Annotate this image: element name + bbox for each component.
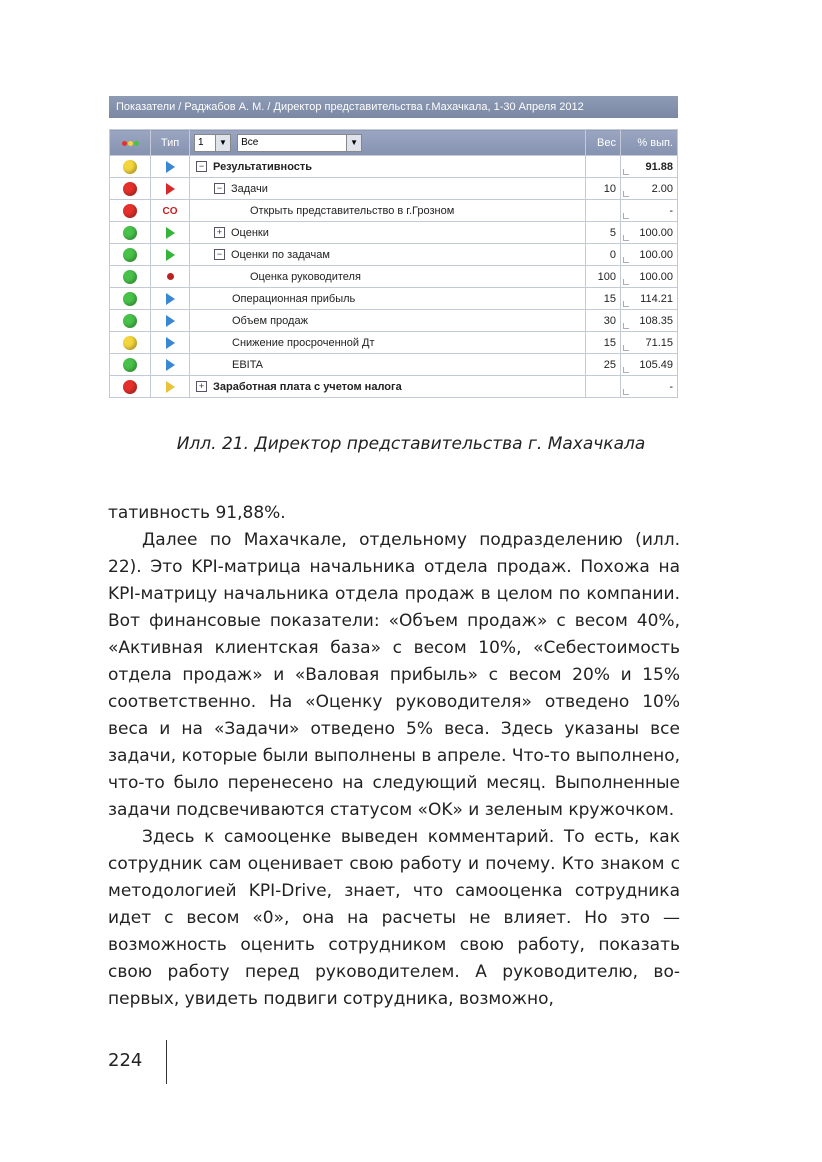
percent-value: 71.15: [645, 336, 673, 349]
indicator-name-cell: [190, 266, 586, 288]
status-dot-icon: [123, 204, 137, 218]
collapse-icon[interactable]: −: [214, 183, 225, 194]
percent-column-header[interactable]: % вып.: [621, 130, 678, 156]
chevron-down-icon: ▼: [215, 135, 230, 151]
table-row[interactable]: [110, 266, 678, 288]
weight-cell: 30: [586, 310, 621, 332]
weight-cell: [586, 200, 621, 222]
status-cell: [110, 310, 151, 332]
indicator-name-cell: [190, 332, 586, 354]
comment-marker-icon: [623, 169, 629, 175]
indicator-name[interactable]: Оценка руководителя: [250, 270, 361, 283]
table-row[interactable]: [110, 222, 678, 244]
play-triangle-icon: [166, 183, 175, 195]
type-cell: [151, 156, 190, 178]
comment-marker-icon: [623, 323, 629, 329]
status-cell: [110, 266, 151, 288]
percent-value: 108.35: [639, 314, 673, 327]
task-type-icon: CO: [162, 205, 178, 217]
type-cell: [151, 376, 190, 398]
comment-marker-icon: [623, 389, 629, 395]
chevron-down-icon: ▼: [346, 135, 361, 151]
collapse-icon[interactable]: −: [214, 249, 225, 260]
weight-cell: 5: [586, 222, 621, 244]
comment-marker-icon: [623, 191, 629, 197]
table-row[interactable]: [110, 178, 678, 200]
indicator-name-cell: [190, 288, 586, 310]
percent-cell: [621, 200, 678, 222]
type-cell: [151, 244, 190, 266]
percent-cell: [621, 354, 678, 376]
traffic-light-icon: [121, 137, 139, 149]
status-dot-icon: [123, 270, 137, 284]
percent-cell: [621, 266, 678, 288]
kpi-table: [109, 129, 678, 398]
indicator-name[interactable]: Оценки: [231, 226, 269, 239]
play-triangle-icon: [166, 381, 175, 393]
indicator-name[interactable]: Операционная прибыль: [232, 292, 356, 305]
comment-marker-icon: [623, 235, 629, 241]
table-row[interactable]: [110, 376, 678, 398]
indicator-name[interactable]: EBITA: [232, 358, 263, 371]
indicator-name-cell: [190, 178, 586, 200]
status-dot-icon: [123, 292, 137, 306]
type-cell: [151, 332, 190, 354]
percent-cell: [621, 244, 678, 266]
figure-caption: Илл. 21. Директор представительства г. Махачкала: [176, 434, 646, 454]
play-triangle-icon: [166, 359, 175, 371]
table-row[interactable]: [110, 332, 678, 354]
expand-icon[interactable]: +: [214, 227, 225, 238]
status-cell: [110, 332, 151, 354]
status-dot-icon: [123, 182, 137, 196]
status-dot-icon: [123, 314, 137, 328]
body-text: [108, 500, 680, 1013]
percent-cell: [621, 178, 678, 200]
percent-cell: [621, 288, 678, 310]
table-row[interactable]: [110, 244, 678, 266]
indicator-name[interactable]: Результативность: [213, 160, 313, 173]
paragraph: тативность 91,88%.: [108, 503, 286, 523]
status-dot-icon: [123, 226, 137, 240]
percent-value: 2.00: [651, 182, 673, 195]
percent-cell: [621, 332, 678, 354]
page-number-divider: [166, 1040, 167, 1084]
type-cell: [151, 200, 190, 222]
comment-marker-icon: [623, 301, 629, 307]
weight-cell: 15: [586, 288, 621, 310]
status-cell: [110, 354, 151, 376]
weight-cell: 15: [586, 332, 621, 354]
paragraph: Здесь к самооценке выведен комментарий. То есть, как сотрудник сам оценивает свою работу и почему. Кто знаком с методологией KPI-Drive, знает, что самооценка сотрудника идет с весом «0», она на расчеты не влияет. Но это — возможность оценить сотрудником свою работу, показать свою работу перед руководителем. А руководителю, во-первых, увидеть подвиги сотрудника, возможно,: [108, 827, 680, 1009]
kpi-screenshot: [109, 96, 678, 408]
play-triangle-icon: [166, 315, 175, 327]
percent-cell: [621, 376, 678, 398]
indicator-name-cell: [190, 200, 586, 222]
indicator-name[interactable]: Снижение просроченной Дт: [232, 336, 375, 349]
type-cell: [151, 288, 190, 310]
play-triangle-icon: [166, 293, 175, 305]
comment-marker-icon: [623, 213, 629, 219]
indicator-name[interactable]: Объем продаж: [232, 314, 308, 327]
status-dot-icon: [123, 380, 137, 394]
indicator-name-cell: [190, 354, 586, 376]
indicator-name-cell: [190, 156, 586, 178]
percent-value: 100.00: [639, 226, 673, 239]
play-triangle-icon: [166, 337, 175, 349]
comment-marker-icon: [623, 367, 629, 373]
percent-cell: [621, 156, 678, 178]
indicator-name[interactable]: Открыть представительство в г.Грозном: [250, 204, 455, 217]
indicator-name-cell: [190, 244, 586, 266]
status-cell: [110, 222, 151, 244]
type-column-header: Тип: [151, 130, 190, 156]
type-cell: [151, 222, 190, 244]
table-row[interactable]: [110, 354, 678, 376]
percent-value: 114.21: [640, 292, 673, 305]
bullet-icon: [167, 273, 174, 280]
status-dot-icon: [123, 160, 137, 174]
filter-select[interactable]: Все ▼: [237, 134, 362, 152]
table-row[interactable]: [110, 310, 678, 332]
play-triangle-icon: [166, 161, 175, 173]
status-dot-icon: [123, 358, 137, 372]
indicator-name[interactable]: Заработная плата с учетом налога: [213, 380, 402, 393]
status-dot-icon: [123, 336, 137, 350]
weight-column-header[interactable]: Вес: [586, 130, 621, 156]
comment-marker-icon: [623, 279, 629, 285]
percent-value: -: [669, 380, 673, 393]
indicator-name[interactable]: Оценки по задачам: [231, 248, 330, 261]
percent-cell: [621, 310, 678, 332]
weight-cell: 25: [586, 354, 621, 376]
weight-cell: 0: [586, 244, 621, 266]
status-cell: [110, 376, 151, 398]
level-select[interactable]: 1 ▼: [194, 134, 231, 152]
status-cell: [110, 288, 151, 310]
indicator-name[interactable]: Задачи: [231, 182, 268, 195]
table-row[interactable]: [110, 200, 678, 222]
table-row[interactable]: [110, 288, 678, 310]
status-dot-icon: [123, 248, 137, 262]
percent-value: -: [669, 204, 673, 217]
page-number: 224: [108, 1050, 143, 1071]
paragraph: Далее по Махачкале, отдельному подразделению (илл. 22). Это KPI-матрица начальника отдела продаж. Похожа на KPI-матрицу начальника отдела продаж в целом по компании. Вот финансовые показатели: «Объем продаж» с весом 40%, «Активная клиентская база» с весом 10%, «Себестоимость отдела продаж» и «Валовая прибыль» с весом 20% и 15% соответственно. На «Оценку руководителя» отведено 10% веса и на «Задачи» отведено 5% веса. Здесь указаны все задачи, которые были выполнены в апреле. Что-то выполнено, что-то было перенесено на следующий месяц. Выполненные задачи подсвечиваются статусом «OK» и зеленым кружочком.: [108, 530, 680, 820]
indicator-name-cell: [190, 310, 586, 332]
weight-cell: [586, 156, 621, 178]
percent-value: 105.49: [639, 358, 673, 371]
breadcrumb[interactable]: Показатели / Раджабов А. М. / Директор представительства г.Махачкала, 1-30 Апреля 2012: [109, 96, 678, 118]
indicator-name-cell: [190, 376, 586, 398]
status-cell: [110, 178, 151, 200]
percent-value: 100.00: [639, 248, 673, 261]
play-triangle-icon: [166, 249, 175, 261]
collapse-icon[interactable]: −: [196, 161, 207, 172]
play-triangle-icon: [166, 227, 175, 239]
type-cell: [151, 178, 190, 200]
indicator-name-cell: [190, 222, 586, 244]
type-cell: [151, 310, 190, 332]
status-cell: [110, 200, 151, 222]
percent-value: 100.00: [639, 270, 673, 283]
filter-cell: [190, 130, 586, 156]
table-header: [110, 130, 678, 156]
weight-cell: [586, 376, 621, 398]
comment-marker-icon: [623, 257, 629, 263]
status-column-header: [110, 130, 151, 156]
table-row[interactable]: [110, 156, 678, 178]
type-cell: [151, 354, 190, 376]
type-cell: [151, 266, 190, 288]
weight-cell: 10: [586, 178, 621, 200]
weight-cell: 100: [586, 266, 621, 288]
status-cell: [110, 156, 151, 178]
status-cell: [110, 244, 151, 266]
percent-cell: [621, 222, 678, 244]
expand-icon[interactable]: +: [196, 381, 207, 392]
percent-value: 91.88: [645, 160, 673, 173]
comment-marker-icon: [623, 345, 629, 351]
